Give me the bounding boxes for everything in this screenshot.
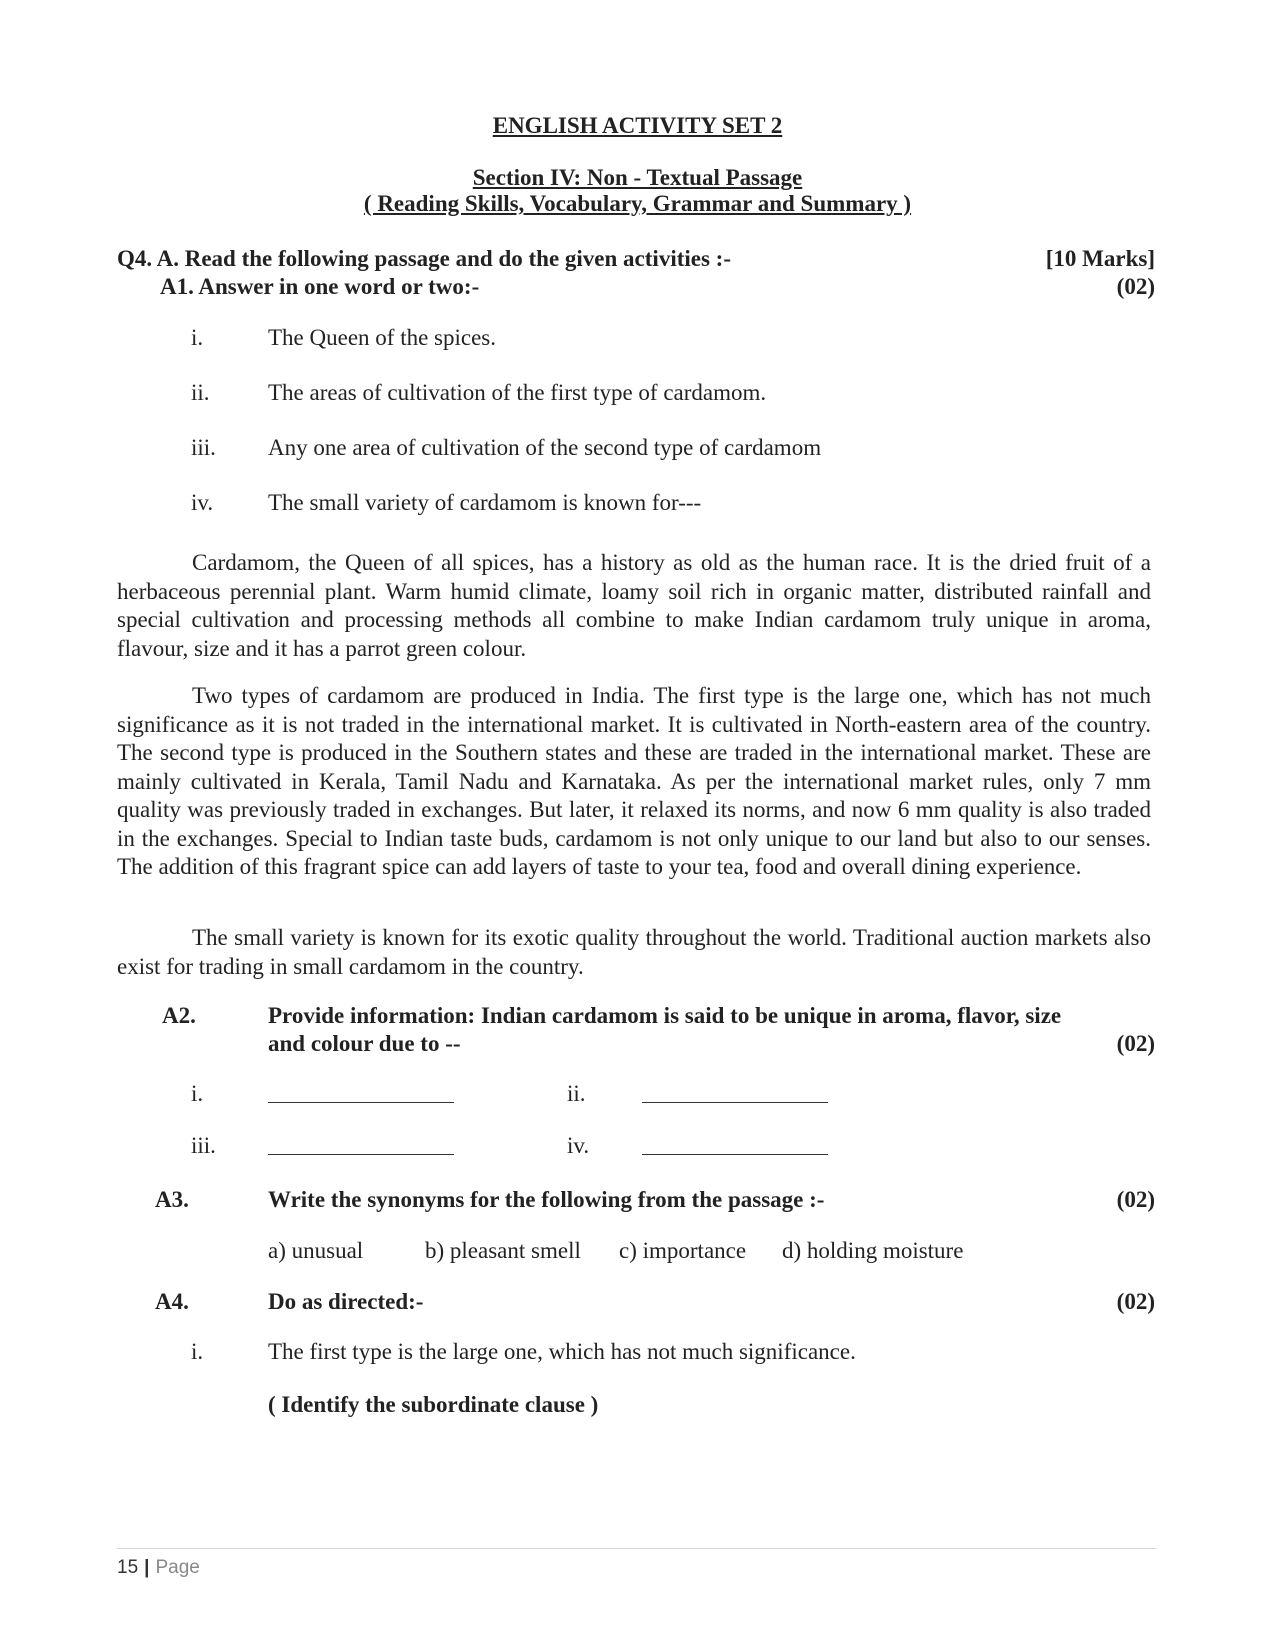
a2-blank-num: ii. bbox=[567, 1081, 586, 1106]
a3-option: d) holding moisture bbox=[782, 1238, 964, 1263]
page-number: 15 bbox=[117, 1557, 139, 1578]
a3-option: b) pleasant smell bbox=[425, 1238, 581, 1263]
a2-blank-num: iii. bbox=[191, 1133, 216, 1158]
a3-option: c) importance bbox=[619, 1238, 747, 1263]
section-title: Section IV: Non - Textual Passage bbox=[472, 165, 803, 190]
a3-question: Write the synonyms for the following from the passage :- bbox=[268, 1187, 825, 1212]
a3-label: A3. bbox=[155, 1187, 189, 1212]
answer-blank[interactable] bbox=[642, 1082, 828, 1108]
a4-item-num: i. bbox=[191, 1339, 204, 1364]
passage-paragraph: Cardamom, the Queen of all spices, has a history as old as the human race. It is the dried fruit of a herbaceous perennial plant. Warm humid climate, loamy soil rich in organic matter, distributed rainfall and special cultivation and processing methods all combine to make Indian cardamom truly unique in aroma, flavour, size and it has a parrot green colour. bbox=[117, 550, 1151, 661]
a2-blank-num: i. bbox=[191, 1081, 204, 1106]
a2-question: and colour due to -- bbox=[268, 1031, 461, 1056]
a1-marks: (02) bbox=[1116, 274, 1155, 299]
a2-question: Provide information: Indian cardamom is said to be unique in aroma, flavor, size bbox=[268, 1003, 1062, 1028]
a1-item-text: The Queen of the spices. bbox=[268, 325, 497, 350]
a1-item-num: ii. bbox=[191, 380, 210, 405]
a1-heading: A1. Answer in one word or two:- bbox=[160, 274, 480, 299]
a1-item-num: iv. bbox=[191, 490, 214, 515]
answer-blank[interactable] bbox=[642, 1134, 828, 1160]
footer-divider bbox=[117, 1548, 1157, 1549]
a2-marks: (02) bbox=[1116, 1031, 1155, 1056]
a2-blank-num: iv. bbox=[567, 1133, 590, 1158]
a1-item-text: Any one area of cultivation of the second type of cardamom bbox=[268, 435, 822, 460]
a3-marks: (02) bbox=[1116, 1187, 1155, 1212]
q4-marks: [10 Marks] bbox=[1045, 246, 1155, 271]
answer-blank[interactable] bbox=[268, 1134, 454, 1160]
answer-blank[interactable] bbox=[268, 1082, 454, 1108]
a4-label: A4. bbox=[155, 1289, 189, 1314]
document-title: ENGLISH ACTIVITY SET 2 bbox=[492, 113, 783, 138]
footer-separator: | bbox=[144, 1557, 150, 1578]
passage-paragraph: Two types of cardamom are produced in India. The first type is the large one, which has not much significance as it is not traded in the international market. It is cultivated in North-eastern area of the country. The second type is produced in the Southern states and these are traded in the international market. These are mainly cultivated in Kerala, Tamil Nadu and Karnataka. As per the international market rules, only 7 mm quality was previously traded in exchanges. But later, it relaxed its norms, and now 6 mm quality is also traded in the exchanges. Special to Indian taste buds, cardamom is not only unique to our land but also to our senses. The addition of this fragrant spice can add layers of taste to your tea, food and overall dining experience. bbox=[117, 683, 1151, 879]
page-label: Page bbox=[155, 1557, 200, 1578]
q4-heading: Q4. A. Read the following passage and do the given activities :- bbox=[117, 246, 731, 271]
a4-question: Do as directed:- bbox=[268, 1289, 424, 1314]
a1-item-text: The small variety of cardamom is known for--- bbox=[268, 490, 702, 515]
a1-item-text: The areas of cultivation of the first type of cardamom. bbox=[268, 380, 767, 405]
a1-item-num: i. bbox=[191, 325, 204, 350]
a4-marks: (02) bbox=[1116, 1289, 1155, 1314]
passage-paragraph: The small variety is known for its exotic quality throughout the world. Traditional auction markets also exist for trading in small cardamom in the country. bbox=[117, 925, 1151, 979]
a4-item-text: The first type is the large one, which has not much significance. bbox=[268, 1339, 856, 1364]
a4-instruction: ( Identify the subordinate clause ) bbox=[268, 1392, 599, 1417]
a3-option: a) unusual bbox=[268, 1238, 364, 1263]
section-subtitle: ( Reading Skills, Vocabulary, Grammar and Summary ) bbox=[363, 191, 912, 216]
a2-label: A2. bbox=[162, 1003, 196, 1028]
a1-item-num: iii. bbox=[191, 435, 216, 460]
page-footer bbox=[117, 1557, 200, 1579]
